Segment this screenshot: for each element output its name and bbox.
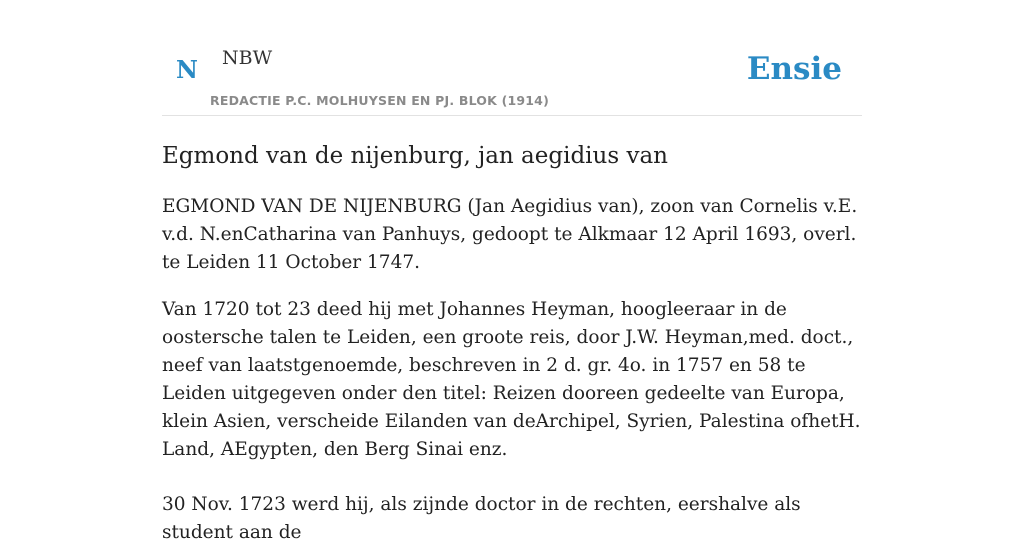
source-subtitle: REDACTIE P.C. MOLHUYSEN EN PJ. BLOK (1914) <box>210 93 549 108</box>
article-paragraph: Van 1720 tot 23 deed hij met Johannes Heyman, hoogleeraar in de oostersche talen te Leiden, een groote reis, door J.W. Heyman,med. doct., neef van laatstgenoemde, beschreven in 2 d. gr. 4o. in 1757 en 58 te Leiden uitgegeven onder den titel: Reizen dooreen gedeelte van Europa, klein Asien, verscheide Eilanden van deArchipel, Syrien, Palestina ofhetH. Land, AEgypten, den Berg Sinai enz. <box>162 299 861 460</box>
article-paragraph: 30 Nov. 1723 werd hij, als zijnde doctor in de rechten, eershalve als student aan de <box>162 494 801 543</box>
site-header <box>162 0 862 116</box>
source-name[interactable]: NBW <box>222 47 273 69</box>
source-logo-icon[interactable]: N <box>176 55 198 84</box>
article-title: Egmond van de nijenburg, jan aegidius van <box>162 143 668 169</box>
article-paragraph: EGMOND VAN DE NIJENBURG (Jan Aegidius van), zoon van Cornelis v.E. v.d. N.enCatharina van Panhuys, gedoopt te Alkmaar 12 April 1693, overl. te Leiden 11 October 1747. <box>162 196 858 273</box>
brand-logo[interactable]: Ensie <box>746 51 842 87</box>
page-container <box>162 0 862 543</box>
article-body <box>162 193 862 547</box>
